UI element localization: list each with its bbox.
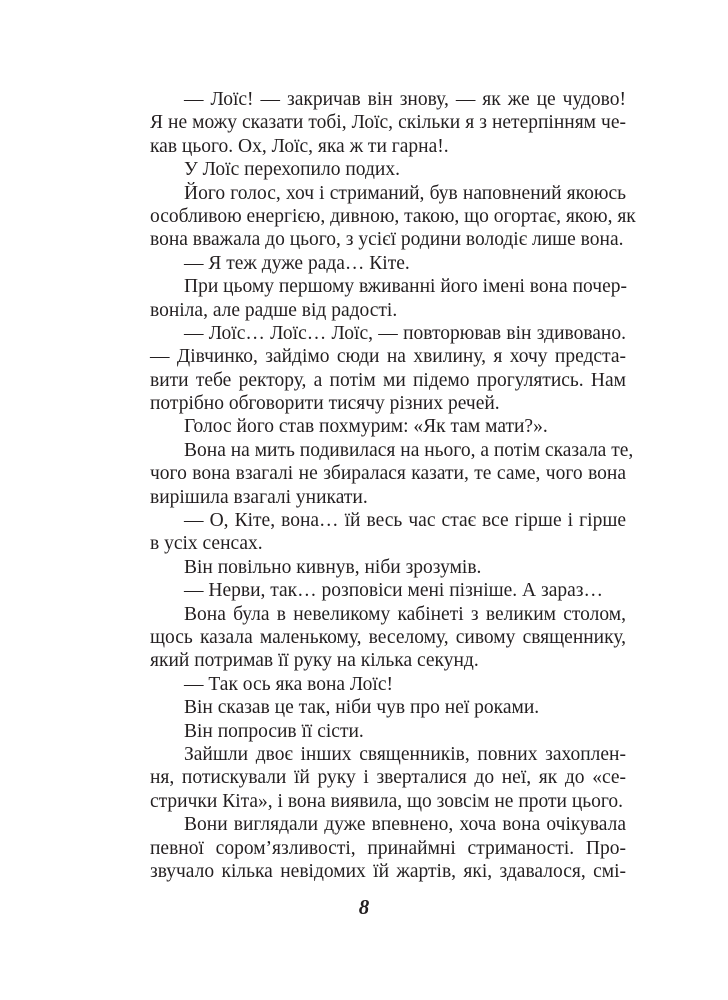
text-line: особливою енергією, дивною, такою, що огортає, якою, як <box>150 205 636 227</box>
text-line: Голос його став похмурим: «Як там мати?». <box>184 416 548 438</box>
text-line: потрібно обговорити тисячу різних речей. <box>150 393 500 415</box>
text-line: Він сказав це так, ніби чув про неї роками. <box>184 697 540 719</box>
text-line: Він попросив її сісти. <box>184 720 364 742</box>
text-line: щось казала маленькому, веселому, сивому священнику, <box>150 626 626 648</box>
page-number: 8 <box>358 895 370 919</box>
text-line: Я не можу сказати тобі, Лоїс, скільки я з нетерпінням че- <box>150 112 626 134</box>
text-line: — Так ось яка вона Лоїс! <box>184 673 393 695</box>
text-line: Його голос, хоч і стриманий, був наповнений якоюсь <box>184 182 626 204</box>
text-line: — Лоїс… Лоїс… Лоїс, — повторював він здивовано. <box>184 322 626 344</box>
text-line: Він повільно кивнув, ніби зрозумів. <box>184 556 482 578</box>
text-line: кав цього. Ох, Лоїс, яка ж ти гарна!. <box>150 135 449 157</box>
text-line: У Лоїс перехопило подих. <box>184 159 400 181</box>
text-line: — Дівчинко, зайдімо сюди на хвилину, я хочу предста- <box>150 346 626 368</box>
text-line: Вони виглядали дуже впевнено, хоча вона очікувала <box>184 814 626 836</box>
text-line: Вона була в невеликому кабінеті з великим столом, <box>184 603 626 625</box>
text-line: чого вона взагалі не збиралася казати, те саме, чого вона <box>150 463 626 485</box>
page-body <box>150 88 636 883</box>
text-line: який потримав її руку на кілька секунд. <box>150 650 479 672</box>
text-line: певної сором’язливості, принаймні стриманості. Про- <box>150 837 626 859</box>
text-line: — Нерви, так… розповіси мені пізніше. А зараз… <box>184 580 603 602</box>
text-line: — Лоїс! — закричав він знову, — як же це чудово! <box>184 89 626 110</box>
text-line: вирішила взагалі уникати. <box>150 486 368 508</box>
text-line: звучало кілька невідомих їй жартів, які, здавалося, смі- <box>150 860 626 882</box>
text-line: Зайшли двоє інших священників, повних захоплен- <box>184 743 626 765</box>
text-line: — О, Кіте, вона… їй весь час стає все гірше і гірше <box>184 510 626 532</box>
text-line: — Я теж дуже рада… Кіте. <box>184 252 410 274</box>
text-line: вити тебе ректору, а потім ми підемо прогулятись. Нам <box>150 369 626 391</box>
text-line: вона вважала до цього, з усієї родини володіє лише вона. <box>150 229 624 251</box>
text-line: в усіх сенсах. <box>150 533 263 555</box>
text-line: ня, потискували їй руку і зверталися до неї, як до «се- <box>150 767 626 789</box>
text-line: стрички Кіта», і вона виявила, що зовсім не проти цього. <box>150 790 624 812</box>
text-line: При цьому першому вживанні його імені вона почер- <box>184 276 627 298</box>
text-line: воніла, але радше від радості. <box>150 299 398 321</box>
text-line: Вона на мить подивилася на нього, а потім сказала те, <box>184 439 634 461</box>
